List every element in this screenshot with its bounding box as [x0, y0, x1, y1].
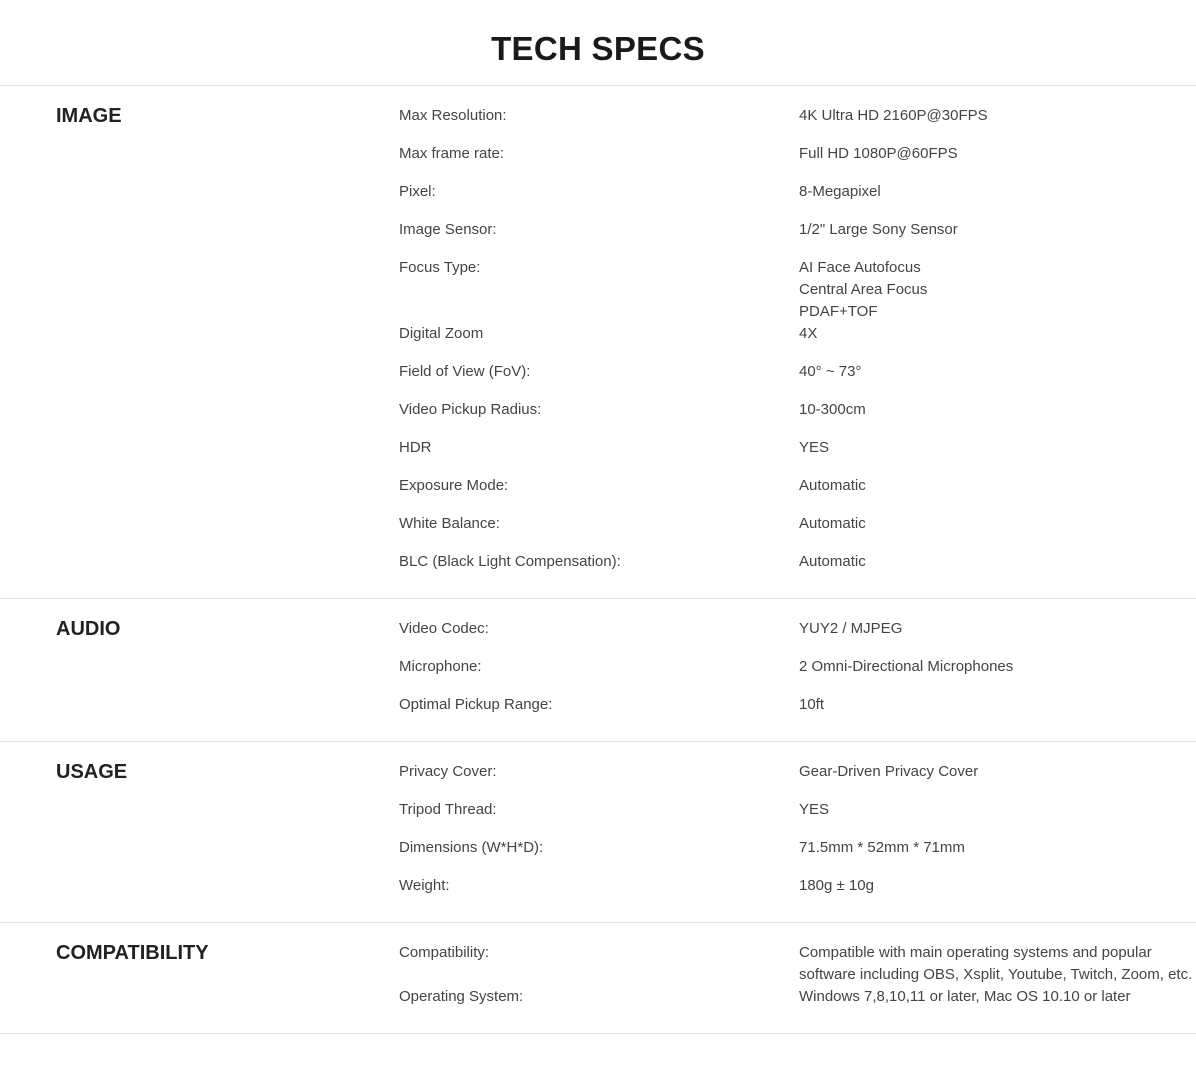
section-heading: IMAGE — [56, 105, 122, 127]
spec-list — [0, 618, 1196, 732]
spec-row — [0, 694, 1196, 732]
spec-label: Digital Zoom — [399, 325, 484, 342]
spec-value: Full HD 1080P@60FPS — [799, 145, 958, 162]
spec-list — [0, 105, 1196, 589]
spec-value: 2 Omni-Directional Microphones — [799, 658, 1014, 675]
spec-value: Automatic — [799, 553, 866, 570]
spec-label: HDR — [399, 439, 432, 456]
spec-value: 40° ~ 73° — [799, 363, 862, 380]
page-title: TECH SPECS — [0, 0, 1196, 86]
section-heading: AUDIO — [56, 618, 121, 640]
spec-label: Max Resolution: — [399, 107, 507, 124]
spec-row — [0, 399, 1196, 437]
spec-value: 1/2" Large Sony Sensor — [799, 221, 958, 238]
spec-label: Tripod Thread: — [399, 801, 497, 818]
spec-label: Weight: — [399, 877, 450, 894]
spec-row — [0, 551, 1196, 589]
spec-label: Privacy Cover: — [399, 763, 497, 780]
spec-value: 8-Megapixel — [799, 183, 881, 200]
spec-value: 71.5mm * 52mm * 71mm — [799, 839, 965, 856]
spec-value: 10-300cm — [799, 401, 866, 418]
spec-value: 10ft — [799, 696, 825, 713]
spec-row — [0, 837, 1196, 875]
spec-row — [0, 761, 1196, 799]
spec-row — [0, 143, 1196, 181]
spec-label: Field of View (FoV): — [399, 363, 531, 380]
spec-value: Gear-Driven Privacy Cover — [799, 763, 979, 780]
spec-value: 4X — [799, 325, 818, 342]
spec-label: Optimal Pickup Range: — [399, 696, 553, 713]
spec-label: Compatibility: — [399, 944, 490, 961]
spec-label: Video Codec: — [399, 620, 489, 637]
spec-value: YES — [799, 801, 830, 818]
spec-label: White Balance: — [399, 515, 500, 532]
spec-value: Automatic — [799, 477, 866, 494]
spec-row — [0, 986, 1196, 1024]
spec-row — [0, 875, 1196, 913]
spec-value: 4K Ultra HD 2160P@30FPS — [799, 107, 988, 124]
spec-value: Windows 7,8,10,11 or later, Mac OS 10.10 or later — [799, 988, 1131, 1005]
spec-value: YES — [799, 439, 830, 456]
spec-value: AI Face Autofocus Central Area Focus PDAF+TOF — [799, 259, 928, 320]
spec-row — [0, 219, 1196, 257]
spec-row — [0, 437, 1196, 475]
spec-row — [0, 361, 1196, 399]
spec-label: Dimensions (W*H*D): — [399, 839, 544, 856]
section-heading: COMPATIBILITY — [56, 942, 209, 964]
section-heading: USAGE — [56, 761, 128, 783]
spec-label: Max frame rate: — [399, 145, 505, 162]
section-usage — [0, 742, 1196, 923]
spec-row — [0, 799, 1196, 837]
spec-label: Operating System: — [399, 988, 524, 1005]
spec-value: Automatic — [799, 515, 866, 532]
spec-label: Video Pickup Radius: — [399, 401, 542, 418]
spec-value: YUY2 / MJPEG — [799, 620, 903, 637]
spec-row — [0, 257, 1196, 323]
spec-label: BLC (Black Light Compensation): — [399, 553, 621, 570]
spec-row — [0, 475, 1196, 513]
spec-row — [0, 656, 1196, 694]
section-audio — [0, 599, 1196, 742]
spec-label: Image Sensor: — [399, 221, 497, 238]
spec-list — [0, 761, 1196, 913]
section-image — [0, 86, 1196, 599]
spec-row — [0, 105, 1196, 143]
spec-label: Focus Type: — [399, 259, 481, 276]
spec-row — [0, 323, 1196, 361]
spec-row — [0, 181, 1196, 219]
spec-label: Exposure Mode: — [399, 477, 509, 494]
spec-value: 180g ± 10g — [799, 877, 874, 894]
spec-row — [0, 618, 1196, 656]
spec-value: Compatible with main operating systems and popular software including OBS, Xsplit, Youtube, Twitch, Zoom, etc. — [799, 944, 1193, 983]
spec-label: Microphone: — [399, 658, 482, 675]
section-compatibility — [0, 923, 1196, 1034]
spec-row — [0, 513, 1196, 551]
spec-label: Pixel: — [399, 183, 436, 200]
